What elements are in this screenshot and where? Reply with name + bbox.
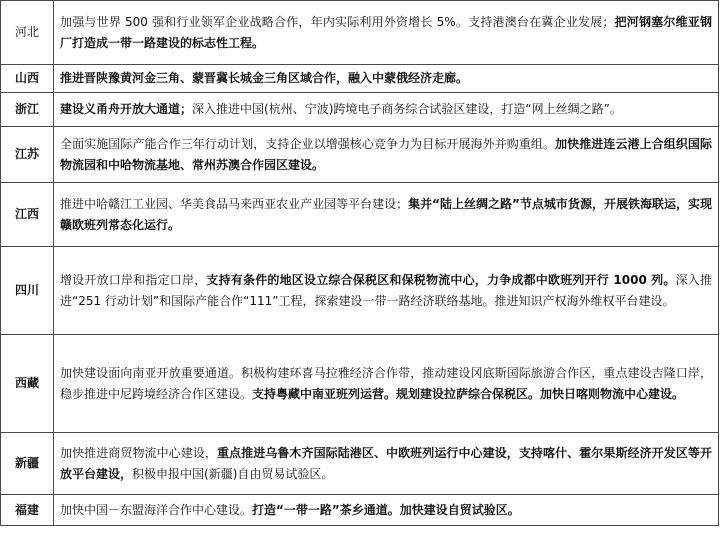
- policy-description-cell: [54, 247, 719, 335]
- highlighted-policy-text: 支持有条件的地区设立综合保税区和保税物流中心，力争成都中欧班列开行 1000 列。: [206, 272, 676, 287]
- policy-description-cell: [54, 183, 719, 247]
- table-row: [1, 495, 719, 526]
- policy-text: 加快建设面向南亚开放重要通道。积极构建环喜马拉雅经济合作带，推动建设冈底斯国际旅游合作区，重点建设吉隆口岸，稳步推进中尼跨境经济合作区建设。: [60, 365, 712, 401]
- highlighted-policy-text: 加快推进连云港上合组织国际物流园和中哈物流基地、常州苏澳合作园区建设。: [60, 136, 712, 172]
- policy-text: 加快中国－东盟海洋合作中心建设。: [60, 502, 253, 517]
- table-row: [1, 1, 719, 65]
- province-cell: 浙江: [1, 93, 54, 127]
- policy-description-cell: [54, 65, 719, 93]
- policy-description-cell: [54, 335, 719, 433]
- highlighted-policy-text: 建设义甬舟开放大通道；: [60, 102, 193, 116]
- province-cell: 福建: [1, 495, 54, 526]
- policy-text: 全面实施国际产能合作三年行动计划，支持企业以增强核心竞争力为目标开展海外并购重组。: [60, 136, 556, 151]
- policy-text: 加强与世界 500 强和行业领军企业战略合作，年内实际利用外资增长 5%。支持港澳台在冀企业发展；: [60, 14, 615, 29]
- policy-text: 深入推进中国(杭州、宁波)跨境电子商务综合试验区建设，打造“网上丝绸之路”。: [192, 102, 622, 116]
- policy-text: 积极申报中国(新疆)自由贸易试验区。: [132, 466, 334, 481]
- highlighted-policy-text: 支持粤藏中南亚班列运营。规划建设拉萨综合保税区。加快日喀则物流中心建设。: [252, 386, 685, 401]
- policy-text: 增设开放口岸和指定口岸，: [60, 272, 207, 287]
- province-cell: 山西: [1, 65, 54, 93]
- policy-description-cell: [54, 495, 719, 526]
- policy-text: 深入推进“251 行动计划”和国际产能合作“111”工程，探索建设一带一路经济联络基地。推进知识产权海外维权平台建设。: [60, 272, 712, 308]
- table-row: [1, 335, 719, 433]
- province-cell: 江苏: [1, 127, 54, 183]
- policy-description-cell: [54, 127, 719, 183]
- highlighted-policy-text: 推进晋陕豫黄河金三角、蒙晋冀长城金三角区域合作，融入中蒙俄经济走廊。: [60, 71, 469, 85]
- policy-description-cell: [54, 433, 719, 495]
- highlighted-policy-text: 重点推进乌鲁木齐国际陆港区、中欧班列运行中心建设，支持喀什、霍尔果斯经济开发区等开放平台建设，: [60, 445, 712, 481]
- table-row: [1, 65, 719, 93]
- policy-text: 加快推进商贸物流中心建设，: [60, 445, 217, 460]
- table-body: [1, 1, 719, 526]
- policy-description-cell: [54, 1, 719, 65]
- table-row: [1, 433, 719, 495]
- highlighted-policy-text: 把河钢塞尔维亚钢厂打造成一带一路建设的标志性工程。: [60, 14, 712, 50]
- province-cell: 四川: [1, 247, 54, 335]
- province-cell: 西藏: [1, 335, 54, 433]
- policy-text: 推进中哈赣江工业园、华美食品马来西亚农业产业园等平台建设；: [60, 196, 409, 211]
- table-row: [1, 127, 719, 183]
- province-cell: 江西: [1, 183, 54, 247]
- highlighted-policy-text: 打造“一带一路”茶乡通道。加快建设自贸试验区。: [252, 502, 520, 517]
- province-cell: 新疆: [1, 433, 54, 495]
- highlighted-policy-text: 集并“陆上丝绸之路”节点城市货源，开展铁海联运，实现赣欧班列常态化运行。: [60, 196, 712, 232]
- table-row: [1, 247, 719, 335]
- table-row: [1, 183, 719, 247]
- policy-description-cell: [54, 93, 719, 127]
- province-cell: 河北: [1, 1, 54, 65]
- table-row: [1, 93, 719, 127]
